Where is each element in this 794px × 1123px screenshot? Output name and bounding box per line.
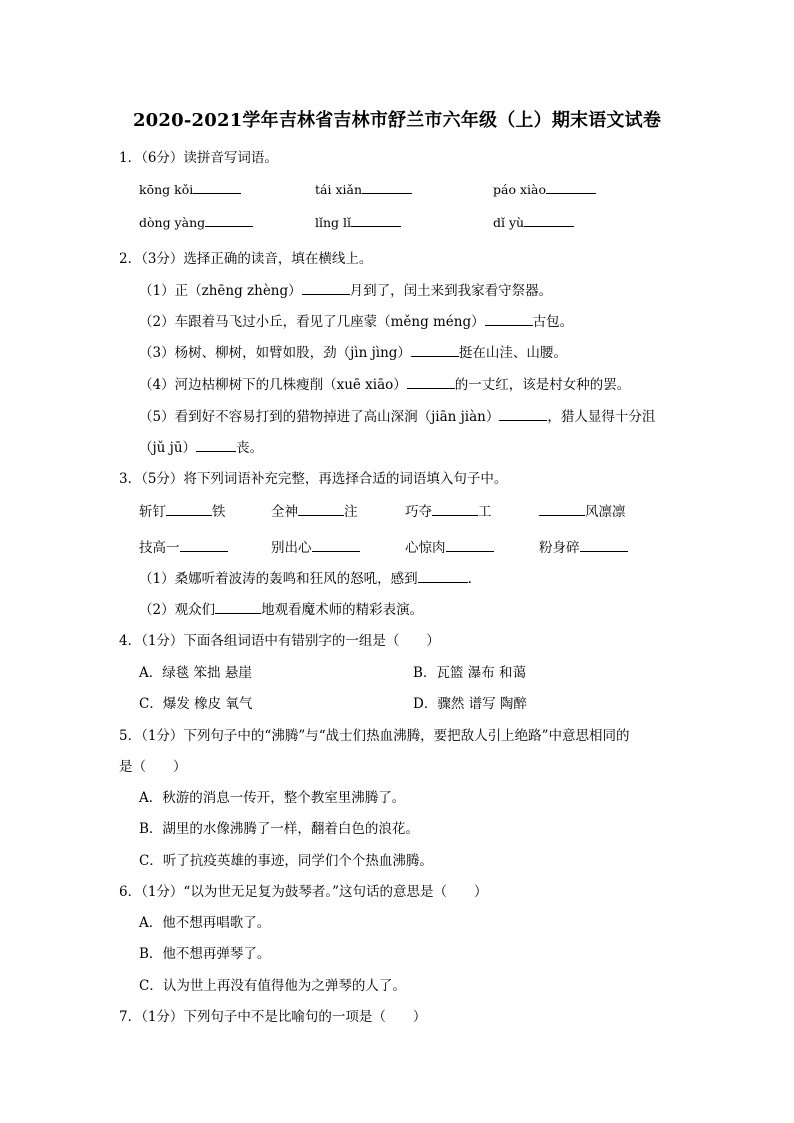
question-5-stem: 5．（1分）下列句子中的“沸腾”与“战士们热血沸腾，要把敌人引上绝路”中意思相同的	[119, 728, 630, 744]
answer-blank[interactable]	[432, 503, 478, 516]
question-2-stem: 2．（3分）选择正确的读音，填在横线上。	[119, 251, 373, 267]
answer-blank[interactable]	[499, 408, 547, 421]
idiom-item: 全神 注	[271, 504, 358, 520]
sentence-item: （2）观众们 地观看魔术师的精彩表演。	[139, 602, 424, 618]
sentence-item: （3）杨树、柳树，如臂如股，劲（jìn jìng） 挺在山洼、山腰。	[139, 345, 567, 361]
question-1-stem: 1．（6分）读拼音写词语。	[119, 150, 278, 166]
pinyin-item: dòng yàng	[139, 214, 253, 230]
question-7-stem: 7．（1分）下列句子中不是比喻句的一项是（ ）	[119, 1009, 427, 1025]
option-d[interactable]: D．骤然 谱写 陶醉	[413, 696, 527, 712]
pinyin-item: dǐ yù	[493, 214, 574, 230]
answer-blank[interactable]	[312, 539, 360, 552]
answer-blank[interactable]	[302, 282, 350, 295]
idiom-item: 斩钉 铁	[139, 504, 226, 520]
question-4-stem: 4．（1分）下面各组词语中有错别字的一组是（ ）	[119, 633, 440, 649]
option-a[interactable]: A．绿毯 笨拙 悬崖	[139, 665, 252, 681]
idiom-item: 心惊肉	[405, 536, 494, 556]
answer-blank[interactable]	[215, 601, 261, 614]
option-b[interactable]: B．他不想再弹琴了。	[139, 946, 271, 962]
answer-blank[interactable]	[411, 344, 459, 357]
sentence-item: （1）正（zhēng zhèng） 月到了，闰土来到我家看守祭器。	[139, 283, 553, 299]
answer-blank[interactable]	[418, 570, 468, 583]
option-a[interactable]: A．秋游的消息一传开，整个教室里沸腾了。	[139, 790, 406, 806]
answer-blank[interactable]	[546, 181, 596, 194]
question-6-stem: 6．（1分）“以为世无足复为鼓琴者。”这句话的意思是（ ）	[119, 884, 488, 900]
answer-blank[interactable]	[205, 214, 253, 227]
sentence-item: （1）桑娜听着波涛的轰鸣和狂风的怒吼，感到 .	[139, 571, 472, 587]
answer-blank[interactable]	[180, 539, 228, 552]
answer-blank[interactable]	[166, 503, 212, 516]
idiom-item: 巧夺 工	[405, 504, 492, 520]
answer-blank[interactable]	[193, 181, 241, 194]
option-c[interactable]: C．认为世上再没有值得他为之弹琴的人了。	[139, 978, 406, 994]
pinyin-item: lǐng lǐ	[315, 214, 401, 230]
pinyin-item: páo xiào	[493, 181, 596, 197]
idiom-item: 风凛凛	[539, 500, 626, 520]
pinyin-item: kōng kǒi	[139, 181, 241, 197]
sentence-item: （5）看到好不容易打到的猎物掉进了高山深涧（jiān jiàn） ，猎人显得十分沮	[139, 409, 656, 425]
idiom-item: 粉身碎	[539, 536, 628, 556]
answer-blank[interactable]	[485, 313, 533, 326]
answer-blank[interactable]	[362, 181, 412, 194]
answer-blank[interactable]	[298, 503, 344, 516]
answer-blank[interactable]	[196, 439, 236, 452]
sentence-item: （jǔ jū） 丧。	[139, 440, 264, 456]
sentence-item: （4）河边枯柳树下的几株瘦削（xuē xiāo） 的一丈红，该是村女种的罢。	[139, 377, 631, 393]
option-c[interactable]: C．爆发 橡皮 氧气	[139, 696, 253, 712]
answer-blank[interactable]	[407, 376, 455, 389]
sentence-item: （2）车跟着马飞过小丘，看见了几座蒙（měng méng） 古包。	[139, 314, 574, 330]
page-title: 2020-2021学年吉林省吉林市舒兰市六年级（上）期末语文试卷	[132, 110, 662, 131]
option-c[interactable]: C．听了抗疫英雄的事迹，同学们个个热血沸腾。	[139, 853, 433, 869]
option-b[interactable]: B．湖里的水像沸腾了一样，翻着白色的浪花。	[139, 821, 419, 837]
option-b[interactable]: B．瓦篮 瀑布 和蔼	[413, 665, 527, 681]
question-5-stem-cont: 是（ ）	[119, 759, 187, 775]
answer-blank[interactable]	[351, 214, 401, 227]
answer-blank[interactable]	[524, 214, 574, 227]
pinyin-item: tái xiǎn	[315, 181, 412, 197]
answer-blank[interactable]	[446, 539, 494, 552]
answer-blank[interactable]	[580, 539, 628, 552]
question-3-stem: 3．（5分）将下列词语补充完整，再选择合适的词语填入句子中。	[119, 471, 508, 487]
answer-blank[interactable]	[539, 503, 585, 516]
idiom-item: 技高一	[139, 536, 228, 556]
idiom-item: 别出心	[271, 536, 360, 556]
option-a[interactable]: A．他不想再唱歌了。	[139, 915, 271, 931]
